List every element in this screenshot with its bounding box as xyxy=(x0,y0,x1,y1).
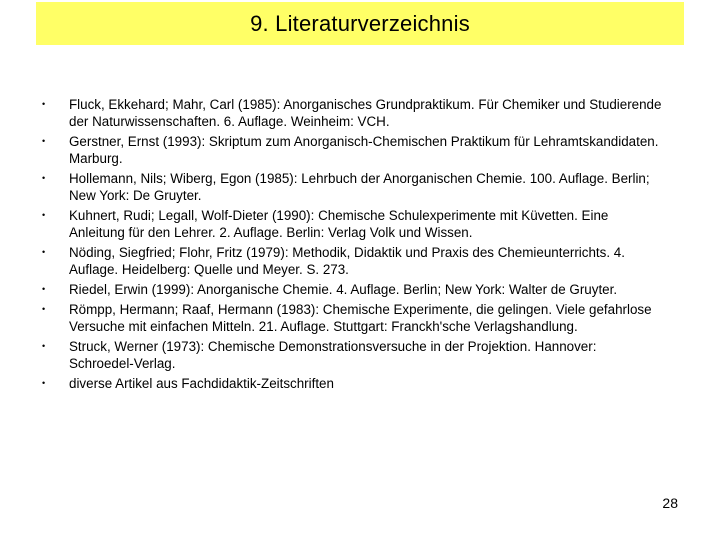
page-number: 28 xyxy=(662,495,678,511)
reference-item xyxy=(42,133,662,167)
reference-text: diverse Artikel aus Fachdidaktik-Zeitschriften xyxy=(69,375,334,391)
bullet-icon: • xyxy=(42,136,46,146)
reference-item xyxy=(42,375,662,392)
reference-text: Riedel, Erwin (1999): Anorganische Chemie. 4. Auflage. Berlin; New York: Walter de Gruyter. xyxy=(69,282,618,297)
reference-item xyxy=(42,244,662,278)
reference-item xyxy=(42,301,662,335)
bullet-icon: • xyxy=(42,377,46,388)
reference-text: Römpp, Hermann; Raaf, Hermann (1983): Chemische Experimente, die gelingen. Viele gefahrlose Versuche mit einfachen Mitteln. 21. Auflage. Stuttgart: Franckh'sche Verlagshandlung. xyxy=(69,301,652,334)
slide-title: 9. Literaturverzeichnis xyxy=(250,10,470,36)
title-bar xyxy=(36,2,684,45)
reference-item xyxy=(42,170,662,204)
bullet-icon: • xyxy=(42,247,46,257)
bullet-icon: • xyxy=(42,340,46,351)
bullet-icon: • xyxy=(42,173,46,183)
reference-text: Fluck, Ekkehard; Mahr, Carl (1985): Anorganisches Grundpraktikum. Für Chemiker und Studierende der Naturwissenschaften. 6. Auflage. Weinheim: VCH. xyxy=(69,97,662,130)
reference-text: Nöding, Siegfried; Flohr, Fritz (1979): Methodik, Didaktik und Praxis des Chemieunterrichts. 4. Auflage. Heidelberg: Quelle und Meyer. S. 273. xyxy=(69,245,625,278)
reference-text: Kuhnert, Rudi; Legall, Wolf-Dieter (1990): Chemische Schulexperimente mit Küvetten. Eine Anleitung für den Lehrer. 2. Auflage. Berlin: Verlag Volk und Wissen. xyxy=(69,208,609,241)
reference-text: Hollemann, Nils; Wiberg, Egon (1985): Lehrbuch der Anorganischen Chemie. 100. Auflage. Berlin; New York: De Gruyter. xyxy=(69,171,650,204)
bullet-icon: • xyxy=(42,99,46,109)
reference-item xyxy=(42,96,662,130)
bullet-icon: • xyxy=(42,303,46,314)
reference-item xyxy=(42,281,662,298)
reference-list xyxy=(42,96,662,395)
reference-text: Struck, Werner (1973): Chemische Demonstrationsversuche in der Projektion. Hannover: Schroedel-Verlag. xyxy=(69,338,597,371)
bullet-icon: • xyxy=(42,284,46,294)
reference-item xyxy=(42,338,662,372)
reference-item xyxy=(42,207,662,241)
reference-text: Gerstner, Ernst (1993): Skriptum zum Anorganisch-Chemischen Praktikum für Lehramtskandidaten. Marburg. xyxy=(69,134,659,167)
bullet-icon: • xyxy=(42,210,46,220)
